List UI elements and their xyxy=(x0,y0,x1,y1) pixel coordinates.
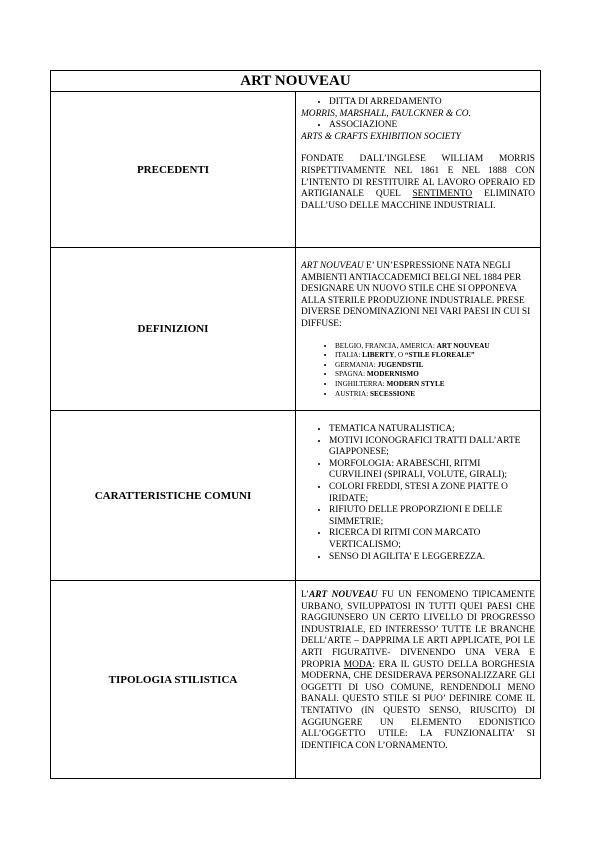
content-tipologia xyxy=(296,581,541,779)
list-item: • MORFOLOGIA: ARABESCHI, RITMI CURVILINEI (SPIRALI, VOLUTE, GIRALI); xyxy=(329,459,535,482)
company-name: MORRIS, MARSHALL, FAULCKNER & CO. xyxy=(301,108,471,119)
page-title: ART NOUVEAU xyxy=(51,71,541,92)
art-nouveau-table xyxy=(50,70,541,779)
label-caratteristiche: CARATTERISTICHE COMUNI xyxy=(51,411,296,581)
underlined-word: MODA xyxy=(343,659,373,670)
precedenti-list xyxy=(301,97,535,109)
list-item: • BELGIO, FRANCIA, AMERICA: ART NOUVEAU xyxy=(335,342,535,352)
list-item: • RICERCA DI RITMI CON MARCATO VERTICALISMO; xyxy=(329,528,535,551)
content-caratteristiche xyxy=(296,411,541,581)
row-definizioni xyxy=(51,248,541,411)
list-item: • DITTA DI ARREDAMENTO xyxy=(329,97,535,109)
content-precedenti xyxy=(296,92,541,248)
precedenti-list-2 xyxy=(301,120,535,132)
row-caratteristiche xyxy=(51,411,541,581)
association-name: ARTS & CRAFTS EXHIBITION SOCIETY xyxy=(301,131,461,142)
label-precedenti: PRECEDENTI xyxy=(51,92,296,248)
tipologia-paragraph: L’ART NOUVEAU FU UN FENOMENO TIPICAMENTE URBANO, SVILUPPATOSI IN TUTTI QUEI PAESI CHE RAGGIUNSERO UN CERTO LIVELLO DI PROGRESSO INDUSTRIALE, ED INTERESSO’ TUTTE LE BRANCHE DELL’ARTE – DAPPRIMA LE ARTI APPLICATE, POI LE ARTI FIGURATIVE- DIVENENDO UNA VERA E PROPRIA MODA: ERA IL GUSTO DELLA BORGHESIA MODERNA, CHE DESIDERAVA PERSONALIZZARE GLI OGGETTI DI USO COMUNE, RENDENDOLI MENO BANALI. QUESTO STILE SI PUO’ DEFINIRE COME IL TENTATIVO (IN QUESTO SENSO, RIUSCITO) DI AGGIUNGERE UN ELEMENTO EDONISTICO ALL’OGGETTO UTILE: LA FUNZIONALITA’ SI IDENTIFICA CON L’ORNAMENTO. xyxy=(301,590,536,751)
content-definizioni xyxy=(296,248,541,411)
list-item: • MOTIVI ICONOGRAFICI TRATTI DALL’ARTE GIAPPONESE; xyxy=(329,436,535,459)
row-tipologia xyxy=(51,581,541,779)
list-item: • ITALIA: LIBERTY, O “STILE FLOREALE” xyxy=(335,351,535,361)
list-item: • ASSOCIAZIONE xyxy=(329,120,535,132)
list-item: • TEMATICA NATURALISTICA; xyxy=(329,424,535,436)
list-item: • SENSO DI AGILITA’ E LEGGEREZZA. xyxy=(329,552,535,564)
list-item: • AUSTRIA: SECESSIONE xyxy=(335,390,535,400)
caratteristiche-list xyxy=(301,424,535,563)
definizioni-intro: ART NOUVEAU E’ UN’ESPRESSIONE NATA NEGLI AMBIENTI ANTIACCADEMICI BELGI NEL 1884 PER DESIGNARE UN NUOVO STILE CHE SI OPPONEVA ALLA STERILE PRODUZIONE INDUSTRIALE. PRESE DIVERSE DENOMINAZIONI NEI VARI PAESI IN CUI SI DIFFUSE: xyxy=(301,261,531,329)
list-item: • COLORI FREDDI, STESI A ZONE PIATTE O IRIDATE; xyxy=(329,482,535,505)
label-tipologia: TIPOLOGIA STILISTICA xyxy=(51,581,296,779)
underlined-word: SENTIMENTO xyxy=(412,189,473,200)
label-definizioni: DEFINIZIONI xyxy=(51,248,296,411)
list-item: • INGHILTERRA: MODERN STYLE xyxy=(335,380,535,390)
denominazioni-list xyxy=(301,342,535,400)
precedenti-paragraph: FONDATE DALL’INGLESE WILLIAM MORRIS RISPETTIVAMENTE NEL 1861 E NEL 1888 CON L’INTENTO DI RESTITUIRE AL LAVORO OPERAIO ED ARTIGIANALE QUEL SENTIMENTO ELIMINATO DALL’USO DELLE MACCHINE INDUSTRIALI. xyxy=(301,154,535,211)
list-item: • GERMANIA: JUGENDSTIL xyxy=(335,361,535,371)
list-item: • RIFIUTO DELLE PROPORZIONI E DELLE SIMMETRIE; xyxy=(329,505,535,528)
list-item: • SPAGNA: MODERNISMO xyxy=(335,370,535,380)
row-precedenti xyxy=(51,92,541,248)
